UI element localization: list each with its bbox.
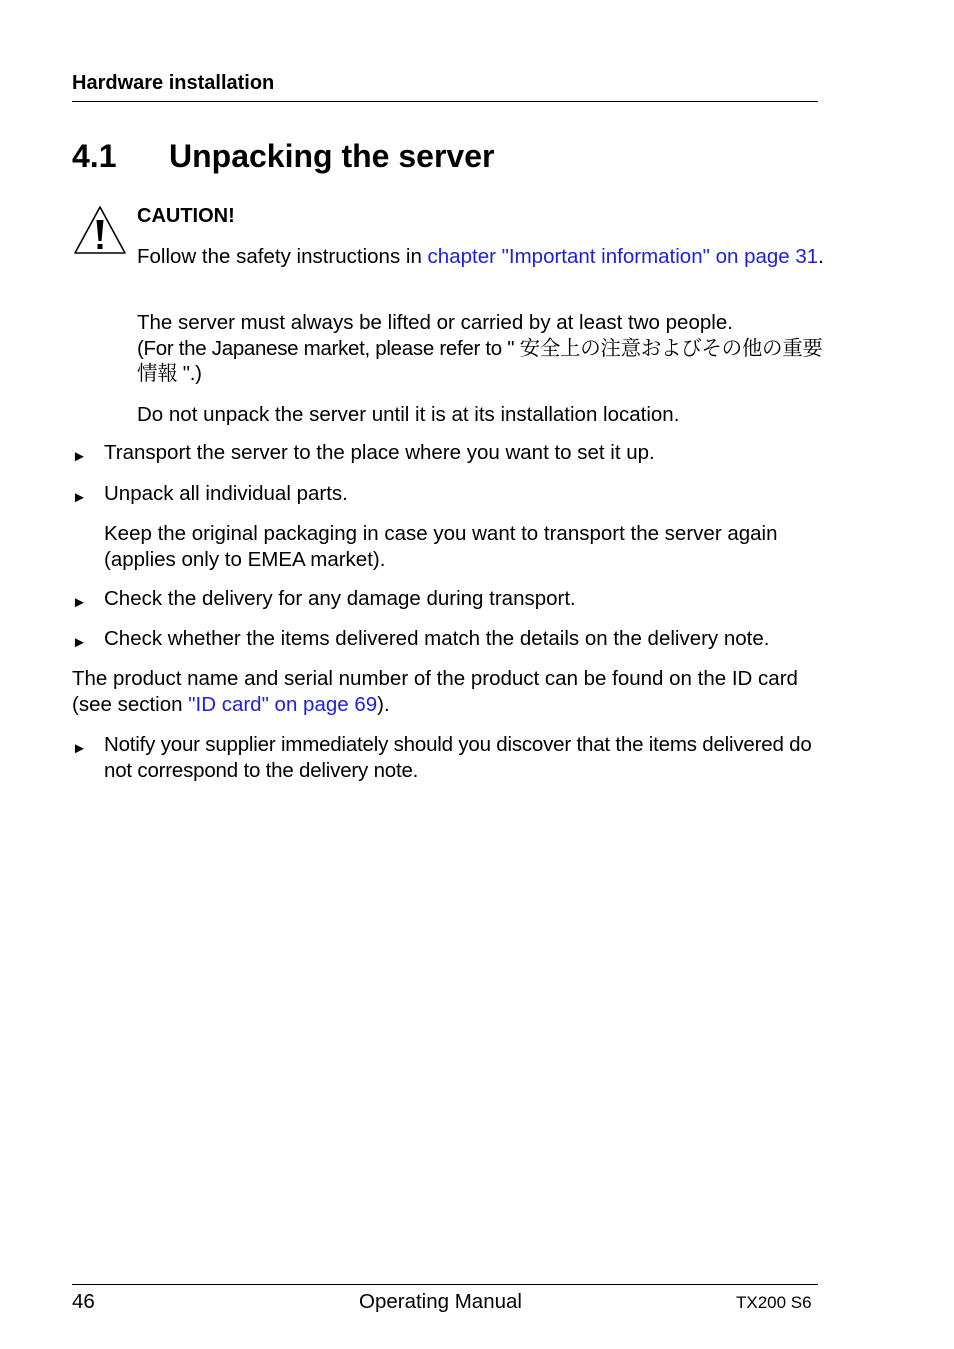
step-text: Transport the server to the place where you want to set it up. — [104, 441, 655, 464]
model-name: TX200 S6 — [736, 1293, 812, 1312]
page-number: 46 — [72, 1290, 95, 1313]
important-information-link[interactable]: chapter "Important information" on page 31 — [427, 245, 819, 268]
triangle-right-icon: ► — [72, 740, 87, 757]
triangle-right-icon: ► — [72, 594, 87, 611]
caution-text-end: . — [818, 245, 824, 268]
section-number: 4.1 — [72, 138, 117, 174]
caution-paragraph-lifting — [137, 310, 827, 387]
triangle-right-icon: ► — [72, 489, 87, 506]
section-title: Unpacking the server — [169, 138, 495, 174]
manual-title: Operating Manual — [359, 1290, 522, 1313]
id-card-paragraph — [72, 666, 824, 717]
id-card-link[interactable]: "ID card" on page 69 — [188, 692, 378, 716]
step-text: Unpack all individual parts. — [104, 482, 348, 505]
step-text: Notify your supplier immediately should you discover that the items delivered do not correspond to the delivery note. — [104, 733, 812, 782]
warning-triangle-icon — [72, 204, 128, 256]
caution-paragraph-safety — [137, 244, 827, 270]
header-rule — [72, 101, 818, 102]
id-card-text: The product name and serial number of the product can be found on the ID card (see section — [72, 667, 798, 716]
caution-label: CAUTION! — [137, 205, 235, 227]
step-note: Keep the original packaging in case you want to transport the server again (applies only to EMEA market). — [104, 522, 778, 571]
id-card-text-end: ). — [377, 692, 390, 716]
step-text: Check whether the items delivered match the details on the delivery note. — [104, 627, 770, 650]
step-text: Check the delivery for any damage during transport. — [104, 587, 576, 610]
caution-paragraph-unpack: Do not unpack the server until it is at its installation location. — [137, 403, 680, 426]
footer-rule — [72, 1284, 818, 1285]
triangle-right-icon: ► — [72, 448, 87, 465]
lifting-line: The server must always be lifted or carried by at least two people. — [137, 311, 733, 334]
running-header: Hardware installation — [72, 72, 275, 94]
japanese-market-note: (For the Japanese market, please refer to " 安全上の注意およびその他の重要情報 ".) — [137, 336, 823, 385]
triangle-right-icon: ► — [72, 634, 87, 651]
caution-text: Follow the safety instructions in — [137, 245, 428, 268]
